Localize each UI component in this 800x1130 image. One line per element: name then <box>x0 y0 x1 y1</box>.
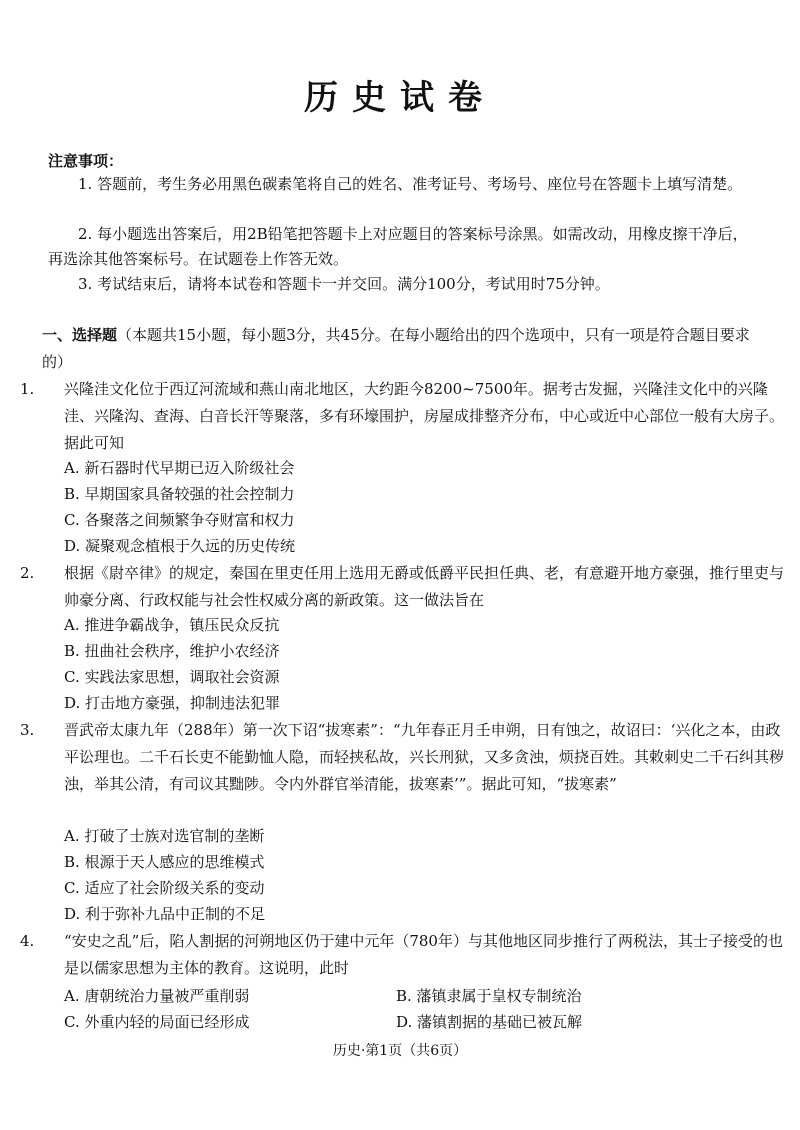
question-number: 1. <box>20 380 35 398</box>
question-3-option-d: D. 利于弥补九品中正制的不足 <box>64 905 266 923</box>
section-label: 一、选择题 <box>42 326 118 344</box>
question-4-option-b: B. 藩镇隶属于皇权专制统治 <box>396 987 582 1005</box>
exam-title: 历史试卷 <box>304 78 496 118</box>
notice-item-1: 1. 答题前，考生务必用黑色碳素笔将自己的姓名、准考证号、考场号、座位号在答题卡上填写清楚。 <box>78 175 743 193</box>
question-text: “安史之乱”后，陷人割据的河朔地区仍于建中元年（780年）与其他地区同步推行了两税法，其士子接受的也是以儒家思想为主体的教育。这说明，此时 <box>64 932 783 977</box>
question-3-stem <box>20 717 786 798</box>
question-number: 4. <box>20 932 35 950</box>
question-text: 兴隆洼文化位于西辽河流域和燕山南北地区，大约距今8200~7500年。据考古发掘，兴隆洼文化中的兴隆洼、兴隆沟、查海、白音长汗等聚落，多有环壕围护，房屋成排整齐分布，中心或近中心部位一般有大房子。据此可知 <box>64 380 785 452</box>
question-2-option-b: B. 扭曲社会秩序，维护小农经济 <box>64 642 280 660</box>
question-1-stem <box>20 376 786 457</box>
question-4-option-a: A. 唐朝统治力量被严重削弱 <box>64 987 250 1005</box>
section-description: （本题共15小题，每小题3分，共45分。在每小题给出的四个选项中，只有一项是符合题目要求的） <box>42 326 750 371</box>
question-2-stem <box>20 560 786 614</box>
question-number: 2. <box>20 564 35 582</box>
question-3-option-c: C. 适应了社会阶级关系的变动 <box>64 879 265 897</box>
question-2-option-c: C. 实践法家思想，调取社会资源 <box>64 668 280 686</box>
question-1-option-b: B. 早期国家具备较强的社会控制力 <box>64 485 295 503</box>
notice-item-3: 3. 考试结束后，请将本试卷和答题卡一并交回。满分100分，考试用时75分钟。 <box>78 275 610 293</box>
notice-item-2: 2. 每小题选出答案后，用2B铅笔把答题卡上对应题目的答案标号涂黑。如需改动，用橡皮擦干净后，再选涂其他答案标号。在试题卷上作答无效。 <box>48 225 748 268</box>
question-3-option-a: A. 打破了士族对选官制的垄断 <box>64 827 265 845</box>
question-2-option-d: D. 打击地方豪强，抑制违法犯罪 <box>64 694 281 712</box>
section-header <box>42 322 762 376</box>
question-text: 晋武帝太康九年（288年）第一次下诏“拔寒素”：“九年春正月壬申朔，日有蚀之，故诏曰：‘兴化之本，由政平讼理也。二千石长吏不能勤恤人隐，而轻挟私故，兴长刑狱，又多贪浊，烦挠百姓。其敕刺史二千石纠其秽浊，举其公清，有司议其黜陟。令内外群官举清能，拔寒素’”。据此可知，“拔寒素” <box>64 721 785 793</box>
question-4-stem <box>20 928 786 982</box>
page-footer: 历史·第1页（共6页） <box>332 1043 468 1059</box>
question-4-option-d: D. 藩镇割据的基础已被瓦解 <box>396 1013 583 1031</box>
question-text: 根据《尉卒律》的规定，秦国在里吏任用上选用无爵或低爵平民担任典、老，有意避开地方豪强，推行里吏与帅豪分离、行政权能与社会性权威分离的新政策。这一做法旨在 <box>64 564 785 609</box>
question-1-option-a: A. 新石器时代早期已迈入阶级社会 <box>64 459 295 477</box>
notice-heading: 注意事项： <box>48 152 124 170</box>
question-number: 3. <box>20 721 35 739</box>
question-4-option-c: C. 外重内轻的局面已经形成 <box>64 1013 250 1031</box>
question-3-option-b: B. 根源于天人感应的思维模式 <box>64 853 265 871</box>
question-1-option-c: C. 各聚落之间频繁争夺财富和权力 <box>64 511 295 529</box>
question-2-option-a: A. 推进争霸战争，镇压民众反抗 <box>64 616 280 634</box>
question-1-option-d: D. 凝聚观念植根于久远的历史传统 <box>64 537 296 555</box>
